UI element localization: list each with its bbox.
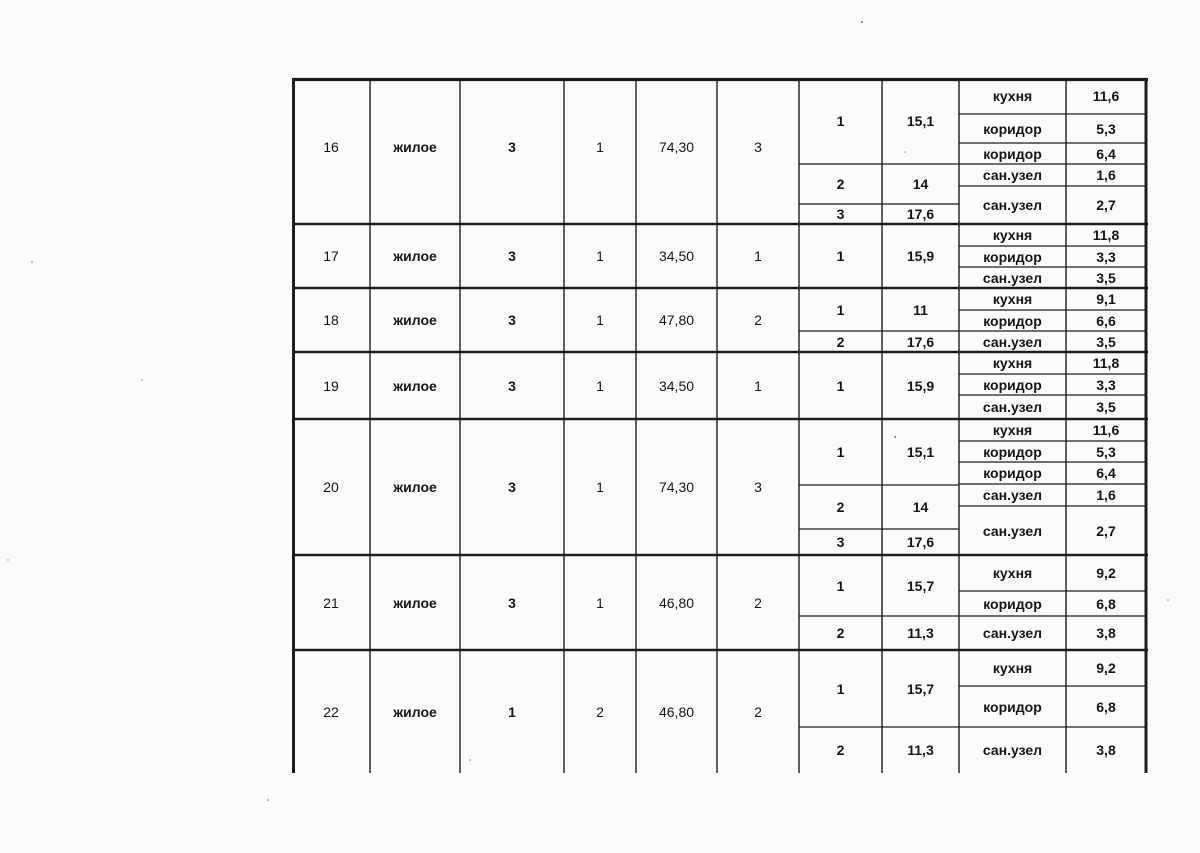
room-area: 14 xyxy=(912,499,929,515)
room-area: 11,3 xyxy=(907,742,934,758)
row-total-area: 46,80 xyxy=(658,594,695,611)
room-number: 3 xyxy=(836,534,845,550)
aux-room-name: коридор xyxy=(983,120,1042,137)
row-room-count: 2 xyxy=(754,703,762,720)
aux-room-name: кухня xyxy=(992,227,1033,243)
row-value-b: 1 xyxy=(596,248,604,264)
room-area: 15,9 xyxy=(906,248,935,264)
room-area: 14 xyxy=(912,176,929,192)
row-value-a: 3 xyxy=(508,248,516,264)
aux-room-name: сан.узел xyxy=(982,399,1043,415)
aux-room-area: 6,4 xyxy=(1096,145,1116,162)
row-room-count: 2 xyxy=(754,312,762,328)
aux-room-name: коридор xyxy=(983,312,1042,329)
aux-room-name: кухня xyxy=(992,291,1033,307)
room-number: 1 xyxy=(836,444,845,460)
room-area: 15,7 xyxy=(906,577,935,594)
row-room-count: 1 xyxy=(754,377,762,394)
room-area: 17,6 xyxy=(906,206,935,222)
row-value-b: 1 xyxy=(596,312,604,328)
row-total-area: 34,50 xyxy=(658,248,695,264)
aux-room-name: кухня xyxy=(992,565,1033,581)
aux-room-area: 1,6 xyxy=(1096,487,1116,503)
aux-room-name: коридор xyxy=(983,248,1042,265)
aux-room-area: 11,6 xyxy=(1092,88,1120,104)
room-number: 2 xyxy=(836,742,845,758)
row-value-b: 1 xyxy=(596,139,604,155)
aux-room-area: 11,8 xyxy=(1092,227,1120,243)
aux-room-name: коридор xyxy=(983,698,1042,715)
row-room-count: 2 xyxy=(754,594,762,611)
room-number: 2 xyxy=(836,333,845,350)
room-area: 15,9 xyxy=(906,377,935,394)
room-area: 11 xyxy=(913,301,928,318)
aux-room-name: сан.узел xyxy=(982,625,1043,641)
row-value-b: 1 xyxy=(596,594,604,611)
row-room-count: 3 xyxy=(754,139,762,155)
row-room-count: 1 xyxy=(754,248,762,264)
row-value-a: 3 xyxy=(508,594,516,611)
room-area: 17,6 xyxy=(906,333,935,350)
row-number: 19 xyxy=(323,377,339,394)
aux-room-name: коридор xyxy=(983,465,1042,481)
aux-room-area: 2,7 xyxy=(1096,197,1116,213)
row-value-a: 3 xyxy=(508,139,516,155)
room-area: 15,1 xyxy=(906,113,935,129)
row-value-a: 1 xyxy=(508,703,516,720)
row-value-b: 1 xyxy=(596,377,604,394)
row-value-a: 3 xyxy=(508,312,516,328)
row-purpose: жилое xyxy=(393,377,437,394)
aux-room-name: кухня xyxy=(992,88,1033,104)
apartment-table xyxy=(292,78,1148,773)
aux-room-name: кухня xyxy=(992,422,1033,438)
aux-room-area: 6,6 xyxy=(1096,312,1116,329)
row-purpose: жилое xyxy=(393,594,437,611)
room-number: 1 xyxy=(836,680,845,697)
aux-room-area: 5,3 xyxy=(1096,443,1116,460)
aux-room-area: 3,5 xyxy=(1096,333,1116,350)
room-number: 1 xyxy=(836,248,845,264)
row-total-area: 34,50 xyxy=(658,377,695,394)
aux-room-area: 3,3 xyxy=(1096,376,1116,393)
aux-room-name: сан.узел xyxy=(982,197,1043,213)
aux-room-name: кухня xyxy=(992,355,1033,371)
aux-room-area: 11,6 xyxy=(1092,422,1120,438)
aux-room-area: 11,8 xyxy=(1092,355,1120,371)
row-purpose: жилое xyxy=(393,248,437,264)
aux-room-name: сан.узел xyxy=(982,167,1043,183)
aux-room-name: кухня xyxy=(992,660,1033,676)
aux-room-name: сан.узел xyxy=(982,522,1043,539)
room-number: 2 xyxy=(836,176,845,192)
room-number: 1 xyxy=(836,577,845,594)
row-total-area: 46,80 xyxy=(658,703,695,720)
room-number: 2 xyxy=(836,499,845,515)
row-purpose: жилое xyxy=(393,312,437,328)
room-number: 3 xyxy=(836,206,845,222)
row-number: 20 xyxy=(323,479,339,495)
room-area: 11,3 xyxy=(907,625,934,641)
row-value-a: 3 xyxy=(508,479,516,495)
aux-room-name: коридор xyxy=(983,376,1042,393)
aux-room-area: 6,4 xyxy=(1096,465,1116,481)
aux-room-area: 5,3 xyxy=(1096,120,1116,137)
row-number: 22 xyxy=(323,703,339,720)
row-purpose: жилое xyxy=(393,479,437,495)
row-value-b: 1 xyxy=(596,479,604,495)
room-area: 17,6 xyxy=(906,534,935,550)
row-purpose: жилое xyxy=(393,703,437,720)
row-total-area: 47,80 xyxy=(658,312,695,328)
aux-room-area: 6,8 xyxy=(1096,595,1116,612)
room-number: 2 xyxy=(836,625,845,641)
row-value-b: 2 xyxy=(596,703,604,720)
aux-room-name: коридор xyxy=(983,443,1042,460)
room-number: 1 xyxy=(836,113,845,129)
aux-room-area: 9,2 xyxy=(1096,565,1116,581)
aux-room-area: 2,7 xyxy=(1096,522,1116,539)
aux-room-area: 3,3 xyxy=(1096,248,1116,265)
aux-room-name: сан.узел xyxy=(982,333,1043,350)
row-number: 16 xyxy=(323,139,339,155)
row-room-count: 3 xyxy=(754,479,762,495)
room-area: 15,7 xyxy=(906,680,935,697)
row-total-area: 74,30 xyxy=(658,139,695,155)
aux-room-area: 3,5 xyxy=(1096,399,1116,415)
aux-room-name: сан.узел xyxy=(982,742,1043,758)
row-value-a: 3 xyxy=(508,377,516,394)
row-number: 18 xyxy=(323,312,339,328)
room-area: 15,1 xyxy=(906,444,935,460)
aux-room-area: 1,6 xyxy=(1096,167,1116,183)
row-purpose: жилое xyxy=(393,139,437,155)
aux-room-area: 3,5 xyxy=(1096,269,1116,286)
aux-room-name: сан.узел xyxy=(982,269,1043,286)
aux-room-name: коридор xyxy=(983,145,1042,162)
aux-room-name: коридор xyxy=(983,595,1042,612)
row-total-area: 74,30 xyxy=(658,479,695,495)
room-number: 1 xyxy=(836,377,845,394)
room-number: 1 xyxy=(836,301,845,318)
aux-room-area: 3,8 xyxy=(1096,625,1116,641)
aux-room-area: 3,8 xyxy=(1096,742,1116,758)
row-number: 17 xyxy=(323,248,339,264)
aux-room-name: сан.узел xyxy=(982,487,1043,503)
aux-room-area: 6,8 xyxy=(1096,698,1116,715)
row-number: 21 xyxy=(323,594,339,611)
aux-room-area: 9,2 xyxy=(1096,660,1116,676)
aux-room-area: 9,1 xyxy=(1096,291,1116,307)
